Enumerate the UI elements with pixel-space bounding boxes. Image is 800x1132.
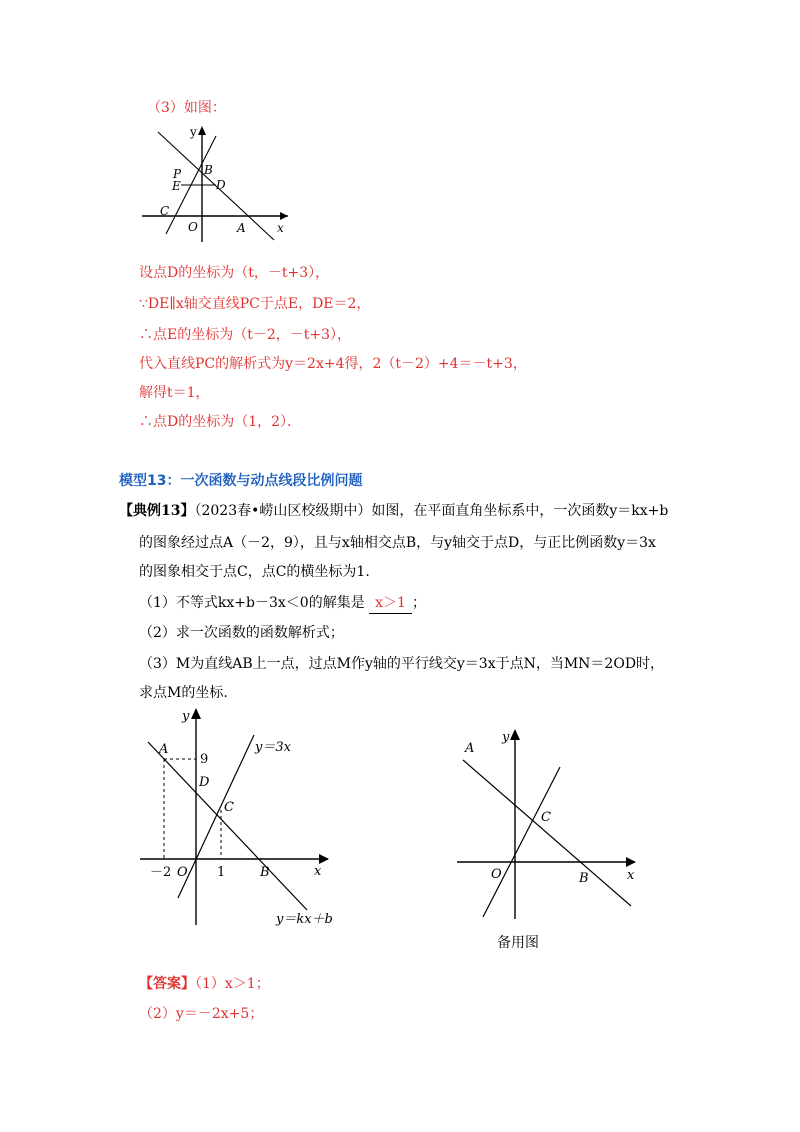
answer-1-text: （1）x＞1； [195,976,270,992]
example-line-2: 的图象经过点A（－2，9），且与x轴相交点B，与y轴交于点D，与正比例函数y＝3x [139,535,656,551]
question-3: （3）M为直线AB上一点，过点M作y轴的平行线交y＝3x于点N，当MN＝2OD时， [139,656,665,672]
fig2-line-label-y3x: y＝3x [255,740,291,755]
solution-line: ∴点D的坐标为（1，2）． [139,414,302,430]
fig2-y-label: y [182,709,190,724]
fig1-point-c: C [160,204,170,218]
fig2-point-b: B [260,865,270,880]
example-line-1: （2023春•崂山区校级期中）如图，在平面直角坐标系中，一次函数y＝kx+b [194,503,669,519]
fig2-point-d: D [199,775,210,790]
solution-line: 代入直线PC的解析式为y＝2x+4得，2（t－2）+4＝－t+3， [139,356,527,372]
fig1-point-b: B [204,163,213,177]
fig2-tick-1: 1 [217,865,226,880]
answer-1 [139,974,270,994]
question-1-end: ； [411,595,426,611]
fig2-origin-label: O [177,865,188,880]
question-1-answer-blank: x＞1 [369,593,412,614]
fig1-x-label: x [277,221,284,235]
fig1-origin-label: O [188,220,198,234]
example-statement [119,501,668,521]
question-1-text: （1）不等式kx+b－3x＜0的解集是 [139,595,365,611]
fig3-point-a: A [465,741,475,756]
fig3-x-label: x [627,868,635,883]
solution-line: ∴点E的坐标为（t－2，－t+3）， [139,327,352,343]
fig2-x-label: x [314,864,322,879]
model-title: 模型13：一次函数与动点线段比例问题 [119,473,363,489]
fig3-point-b: B [579,871,589,886]
fig1-point-d: D [216,178,226,192]
example-line-3: 的图象相交于点C，点C的横坐标为1. [139,564,370,580]
fig2-line-label-ykxb: y＝kx＋b [276,912,333,927]
question-3-continued: 求点M的坐标. [139,685,228,701]
solution-line: 解得t＝1， [139,385,210,401]
figure-3-graph [455,725,645,921]
question-2: （2）求一次函数的函数解析式； [139,625,344,641]
answer-2: （2）y＝－2x+5； [139,1006,264,1022]
fig3-origin-label: O [491,867,502,882]
fig3-point-c: C [541,810,551,825]
fig1-point-e: E [172,179,181,193]
fig2-point-a: A [159,742,169,757]
fig3-y-label: y [502,730,510,745]
fig1-point-p: P [173,167,182,181]
figure-2-graph [138,700,368,932]
fig2-tick-neg2: －2 [150,865,172,880]
figure-3-caption: 备用图 [497,935,539,951]
fig2-point-c: C [224,800,234,815]
figure-1-graph [138,122,293,244]
answer-tag: 【答案】 [139,976,195,992]
solution-line: ∵DE∥x轴交直线PC于点E，DE＝2， [139,296,371,312]
fig1-point-a: A [237,221,246,235]
example-tag: 【典例13】 [119,503,195,519]
solution-heading: （3）如图： [147,100,226,116]
solution-line: 设点D的坐标为（t，－t+3）， [139,265,330,281]
fig1-y-label: y [190,125,197,139]
fig2-tick-9: 9 [200,752,209,767]
question-1 [139,593,426,614]
